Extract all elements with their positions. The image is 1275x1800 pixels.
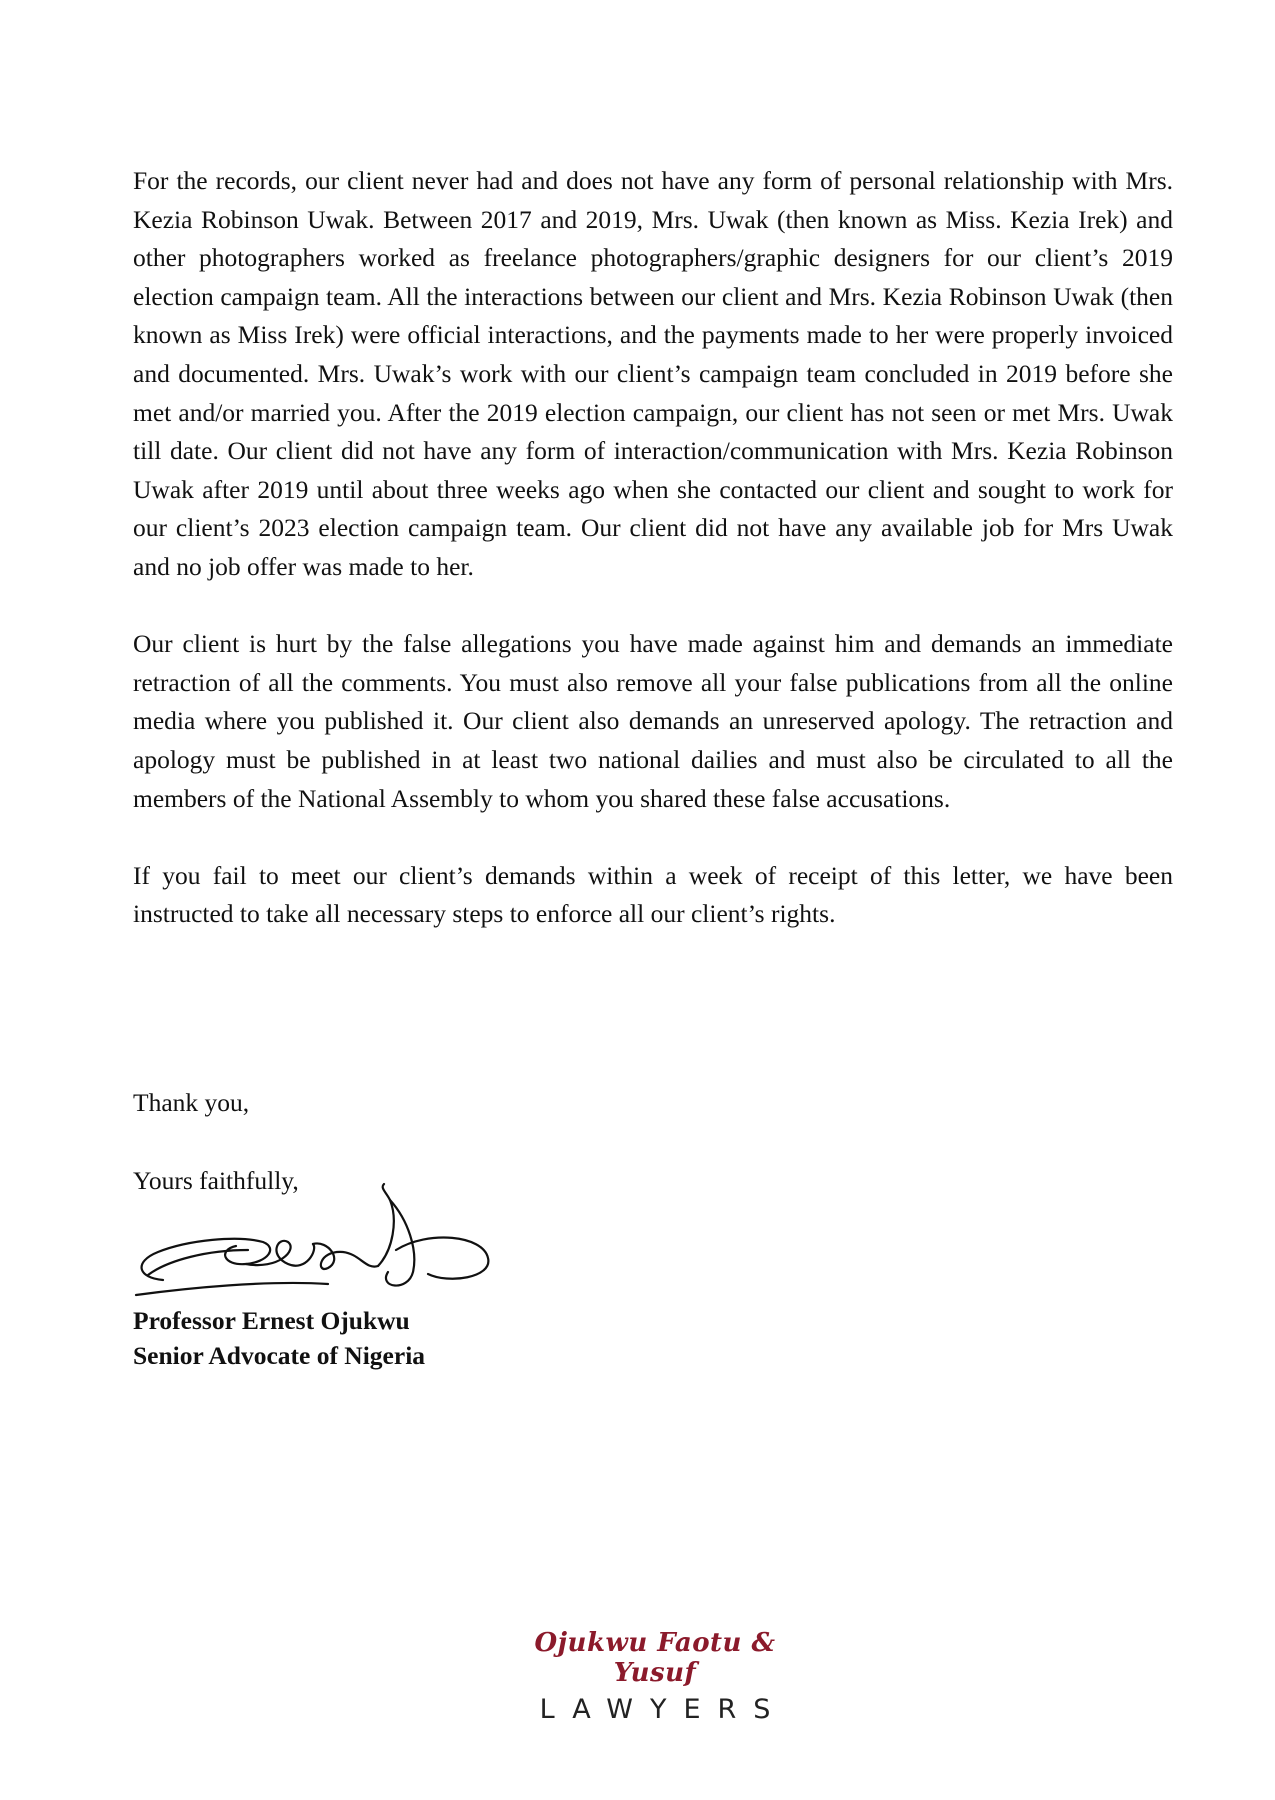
- paragraph-warning: If you fail to meet our client’s demands within a week of receipt of this letter, we have been instructed to take all necessary steps to enforce all our client’s rights.: [133, 860, 1173, 929]
- signatory-name: Professor Ernest Ojukwu: [133, 1306, 410, 1335]
- handwritten-signature: [128, 1180, 548, 1300]
- firm-logo: [500, 1628, 810, 1725]
- paragraph-records: For the records, our client never had and does not have any form of personal relationship with Mrs. Kezia Robinson Uwak. Between 2017 and 2019, Mrs. Uwak (then known as Miss. Kezia Irek) and other photographers worked as freelance photographers/graphic designers for our client’s 2019 election campaign team. All the interactions between our client and Mrs. Kezia Robinson Uwak (then known as Miss Irek) were official interactions, and the payments made to her were properly invoiced and documented. Mrs. Uwak’s work with our client’s campaign team concluded in 2019 before she met and/or married you. After the 2019 election campaign, our client has not seen or met Mrs. Uwak till date. Our client did not have any form of interaction/communication with Mrs. Kezia Robinson Uwak after 2019 until about three weeks ago when she contacted our client and sought to work for our client’s 2023 election campaign team. Our client did not have any available job for Mrs Uwak and no job offer was made to her.: [133, 166, 1173, 581]
- paragraph-demands: Our client is hurt by the false allegations you have made against him and demands an immediate retraction of all the comments. You must also remove all your false publications from all the online media where you published it. Our client also demands an unreserved apology. The retraction and apology must be published in at least two national dailies and must also be circulated to all the members of the National Assembly to whom you shared these false accusations.: [133, 629, 1173, 813]
- firm-type: LAWYERS: [539, 1694, 788, 1725]
- signatory-title: Senior Advocate of Nigeria: [133, 1341, 426, 1370]
- letter-body: [133, 162, 1173, 972]
- signatory-block: [133, 1303, 425, 1373]
- thanks-line: Thank you,: [133, 1088, 250, 1117]
- closing-line: Yours faithfully,: [133, 1166, 299, 1195]
- firm-name: Ojukwu Faotu & Yusuf: [534, 1628, 776, 1688]
